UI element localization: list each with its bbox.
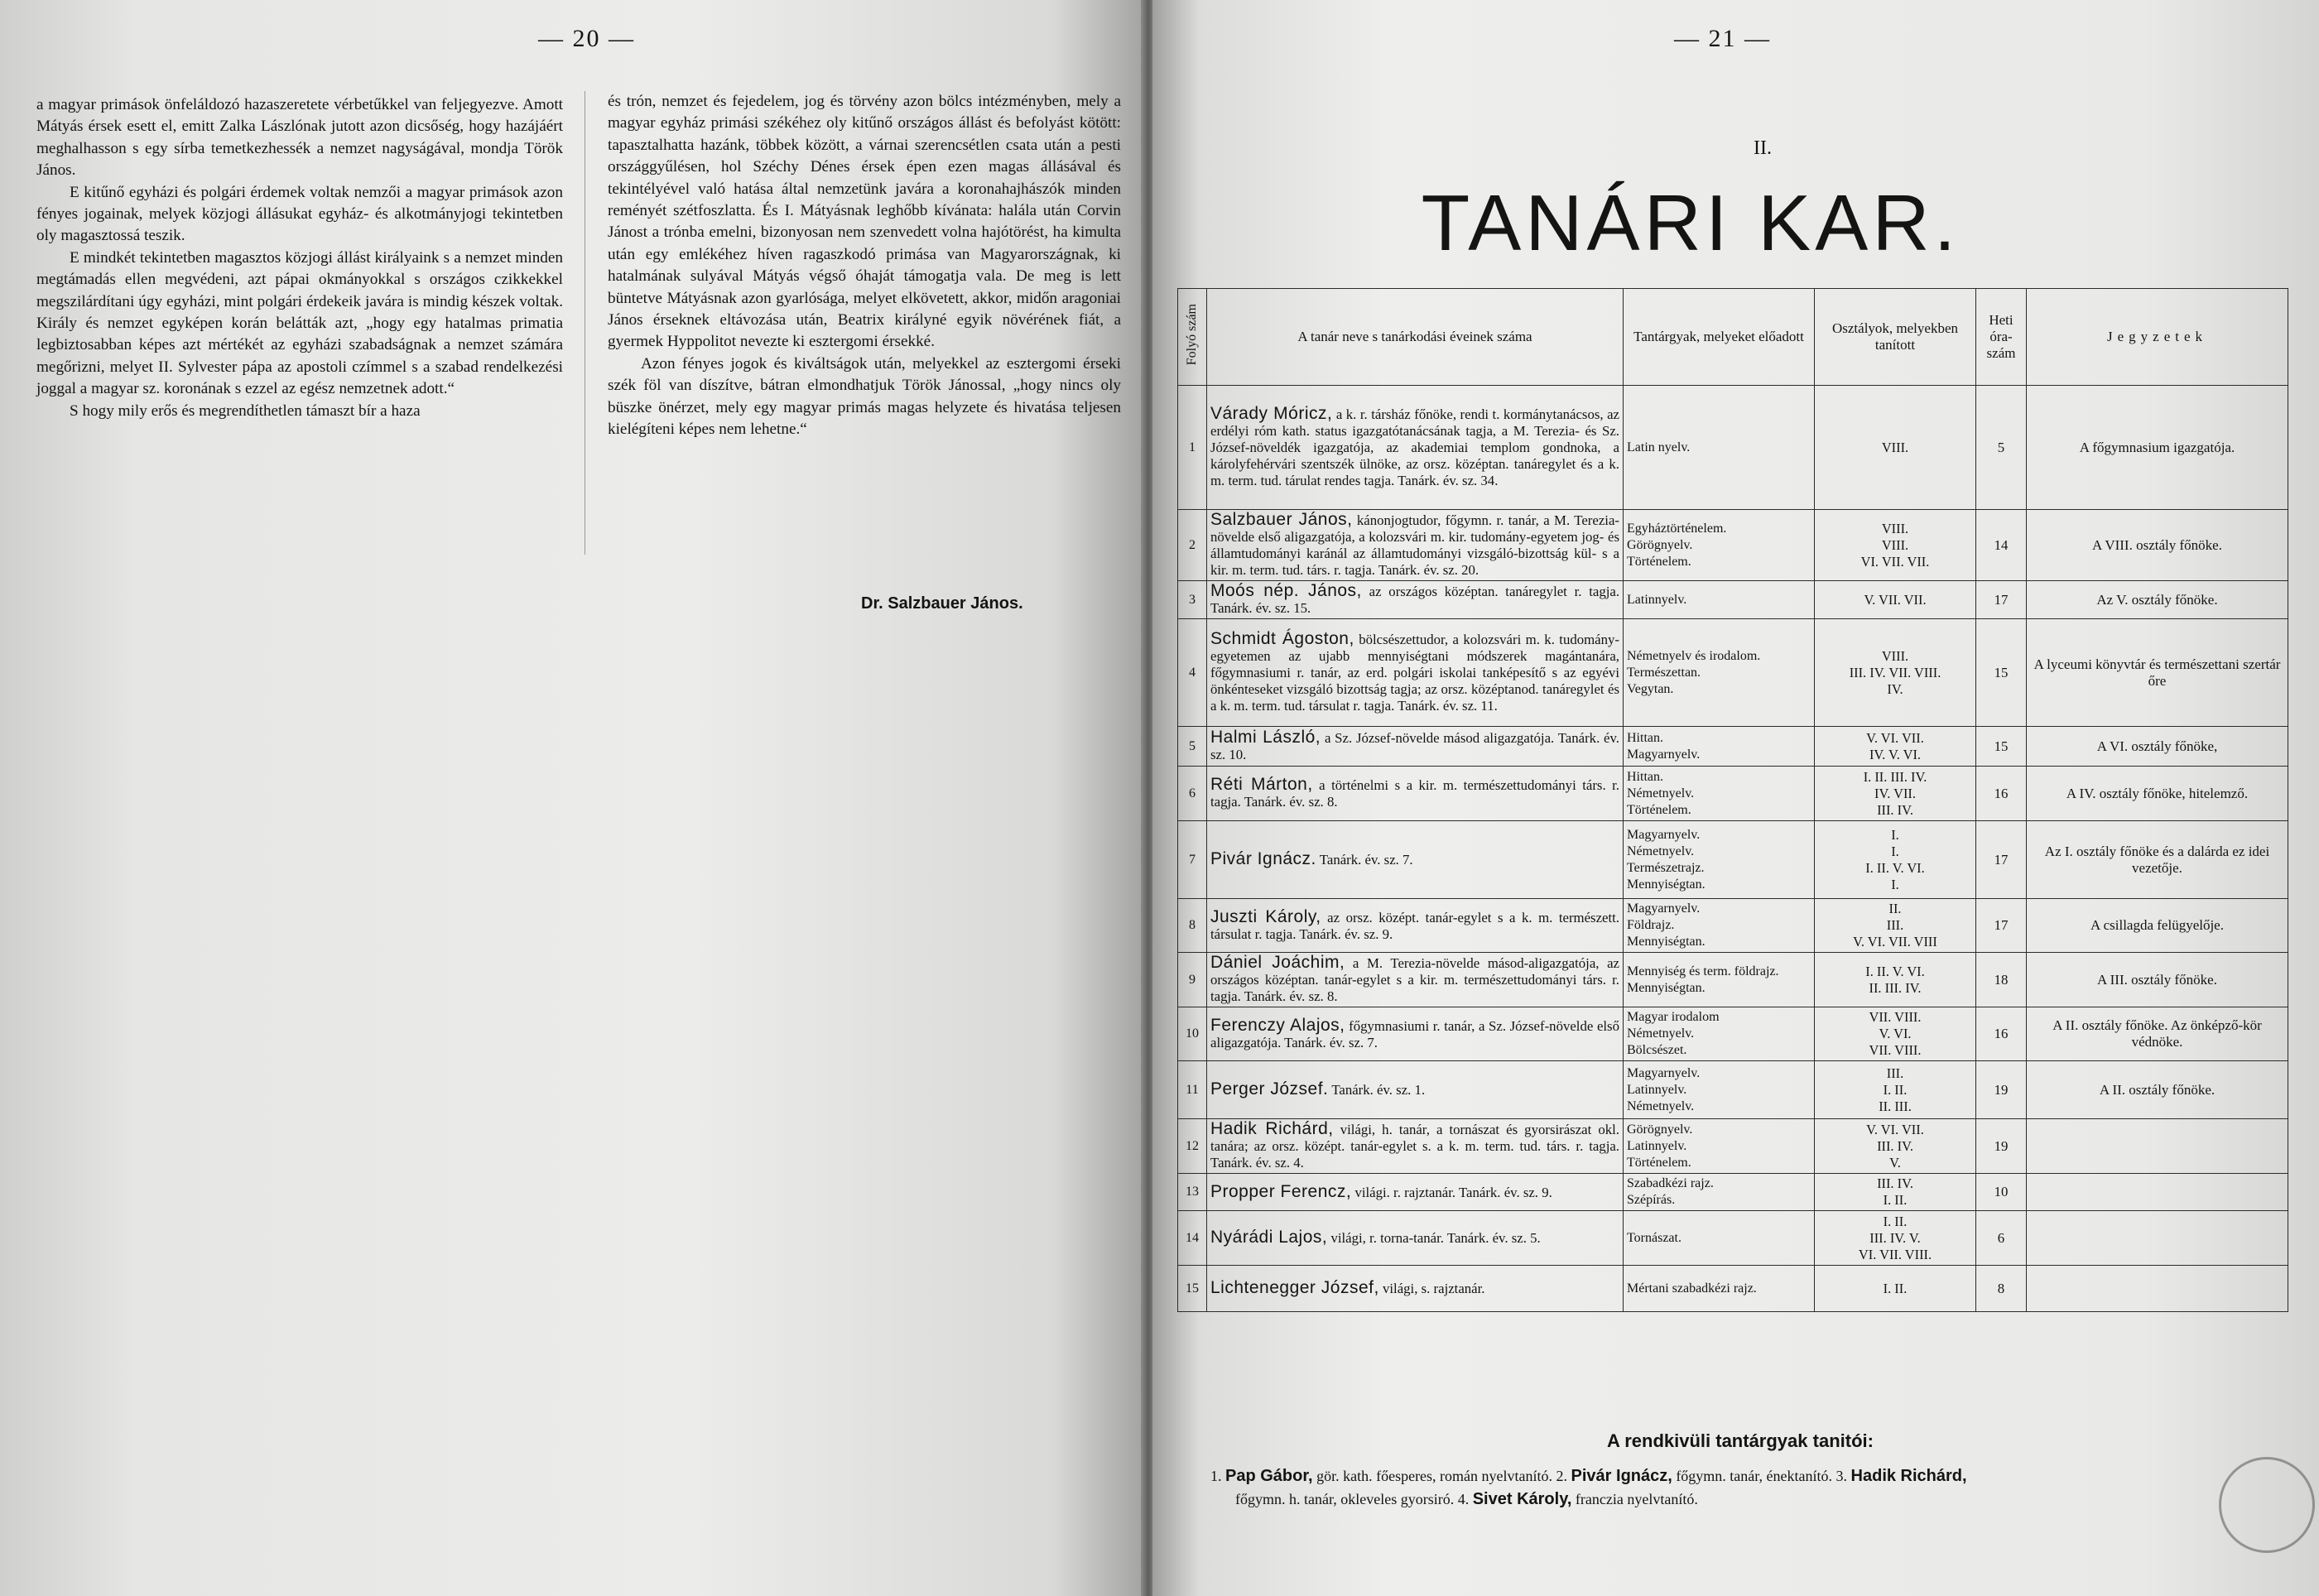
class-list: V. VI. VII. VIII (1853, 934, 1937, 949)
teacher-name: Pap Gábor, (1225, 1467, 1313, 1485)
teacher-details: a k. r. társház főnöke, rendi t. kormánytanácsos, az erdélyi róm kath. status igazgatótanácsának tagja, a M. Terezia- és Sz. József-növeldék igazgatója, az akademiai templom gondnoka, a károlyfehérvári szentszék ülnöke, az orsz. középtan. tanáregylet és a k. m. term. tud. tárulat rendes tagja. Tanárk. év. sz. 34. (1210, 406, 1619, 488)
class-list: II. (1888, 901, 1902, 916)
notes-cell: Az V. osztály főnöke. (2027, 581, 2288, 619)
teacher-details: a Sz. József-növelde másod aligazgatója. Tanárk. év. sz. 10. (1210, 730, 1619, 762)
header-subjects: Tantárgyak, melyeket előadott (1624, 289, 1815, 386)
table-row (1178, 1266, 2288, 1312)
teacher-name: Propper Ferencz, (1210, 1181, 1352, 1201)
class-list: IV. VII. (1874, 785, 1916, 801)
class-list: VIII. (1881, 647, 1909, 664)
subject: Mennyiségtan. (1627, 935, 1706, 949)
faculty-table (1177, 288, 2288, 1312)
subjects-cell (1624, 581, 1815, 619)
table-row (1178, 899, 2288, 953)
subject: Németnyelv. (1627, 786, 1695, 800)
extra-teachers-line-2 (1235, 1490, 2303, 1509)
classes-cell (1815, 510, 1976, 581)
subject: Földrajz. (1627, 918, 1675, 932)
teacher-name: Salzbauer János, (1210, 510, 1353, 529)
subjects-cell (1624, 821, 1815, 899)
teacher-name: Hadik Richárd, (1850, 1467, 1967, 1485)
subject: Latinnyelv. (1627, 1082, 1687, 1097)
classes-cell (1815, 953, 1976, 1007)
teacher-desc: franczia nyelvtanító. (1575, 1491, 1698, 1507)
subject: Latinnyelv. (1627, 592, 1687, 607)
class-list: V. VI. VII. (1866, 729, 1924, 746)
teacher-name: Ferenczy Alajos, (1210, 1015, 1345, 1035)
subject: Történelem. (1627, 802, 1691, 817)
subject: Németnyelv. (1627, 1098, 1695, 1113)
subject: Németnyelv. (1627, 1026, 1695, 1041)
subjects-cell (1624, 767, 1815, 821)
subject: Mennyiségtan. (1627, 980, 1706, 995)
row-number: 2 (1178, 510, 1207, 581)
notes-cell (2027, 1174, 2288, 1211)
subjects-cell (1624, 1061, 1815, 1119)
class-list: VI. VII. VIII. (1858, 1246, 1932, 1262)
teacher-details: az országos középtan. tanáregylet r. tagja. Tanárk. év. sz. 15. (1210, 584, 1620, 616)
list-item-number: 3. (1835, 1468, 1848, 1484)
subject: Hittan. (1627, 730, 1663, 745)
list-item-number: 1. (1210, 1468, 1222, 1484)
subject: Bölcsészet. (1627, 1043, 1687, 1057)
subjects-cell (1624, 1119, 1815, 1174)
subject: Szépírás. (1627, 1193, 1676, 1207)
classes-cell (1815, 581, 1976, 619)
class-list: III. IV. V. (1869, 1229, 1921, 1246)
notes-cell: A csillagda felügyelője. (2027, 899, 2288, 953)
subject: Németnyelv és irodalom. (1627, 648, 1761, 663)
teacher-cell (1207, 899, 1624, 953)
notes-cell (2027, 1119, 2288, 1174)
teacher-cell (1207, 953, 1624, 1007)
extra-subjects-title: A rendkivüli tantárgyak tanitói: (1607, 1430, 1874, 1451)
paragraph: és trón, nemzet és fejedelem, jog és törvény azon bölcs intézményben, mely a magyar egyház primási székéhez oly kitűnő országos állást és befolyást kötött: tapasztalhatta hazánk, többek között, a várnai szerencsétlen csata után a pesti országgyűlésen, hol Széchy Dénes érsek épen ezen magas állásával és tekintélyével való hatása által nemzetünk javára a koronahajhászók minden reményét szétfoszlatta. És I. Mátyásnak leghőbb kívánata: halála után Corvin Jánost a trónba emelni, bizonyosan nem szenvedett volna hajótörést, ha kimulta után egy emlékéhez híven ragaszkodó primása van Magyarországnak, ki hatalmának sulyával Mátyás végső óhaját támogatja vala. De meg is lett büntetve Mátyásnak azon gyarlósága, melyet elkövetett, akkor, midőn aragoniai János érseknek eltávozása után, Beatrix királyné egyik növérének fiát, a gyermek Hyppolitot nevezte ki esztergomi érsekké. (608, 93, 1121, 351)
weekly-hours: 16 (1976, 1007, 2027, 1061)
teacher-cell (1207, 386, 1624, 510)
weekly-hours: 19 (1976, 1061, 2027, 1119)
teacher-name: Várady Móricz, (1210, 404, 1333, 423)
row-number: 8 (1178, 899, 1207, 953)
class-list: VIII. (1881, 520, 1909, 536)
page-number-left: — 20 — (538, 25, 635, 52)
subject: Görögnyelv. (1627, 1122, 1693, 1137)
table-row (1178, 1007, 2288, 1061)
teacher-cell (1207, 1174, 1624, 1211)
row-number: 13 (1178, 1174, 1207, 1211)
subjects-cell (1624, 510, 1815, 581)
teacher-cell (1207, 727, 1624, 767)
row-number: 10 (1178, 1007, 1207, 1061)
teacher-details: világi. r. rajztanár. Tanárk. év. sz. 9. (1354, 1184, 1552, 1200)
table-header-row (1178, 289, 2288, 386)
page-number-right: — 21 — (1674, 25, 1771, 52)
teacher-cell (1207, 821, 1624, 899)
subject: Latin nyelv. (1627, 440, 1691, 454)
subjects-cell (1624, 953, 1815, 1007)
row-number: 4 (1178, 619, 1207, 727)
section-number: II. (1754, 137, 1772, 159)
subject: Magyarnyelv. (1627, 747, 1701, 762)
table-row (1178, 581, 2288, 619)
classes-cell (1815, 821, 1976, 899)
class-list: VI. VII. VII. (1860, 553, 1930, 570)
notes-cell: A II. osztály főnöke. Az önképző-kör védnöke. (2027, 1007, 2288, 1061)
paragraph: E kitűnő egyházi és polgári érdemek voltak nemzői a magyar primások azon fényes jogainak, melyek közjogi állásukat egyház- és alkotmányjogi tekintetben oly magasztossá teszik. (36, 183, 563, 245)
weekly-hours: 5 (1976, 386, 2027, 510)
header-hours: Heti óra-szám (1976, 289, 2027, 386)
weekly-hours: 16 (1976, 767, 2027, 821)
class-list: I. (1891, 843, 1899, 859)
subject: Mennyiség és term. földrajz. (1627, 964, 1779, 978)
class-list: V. (1889, 1154, 1901, 1171)
row-number: 14 (1178, 1211, 1207, 1266)
teacher-cell (1207, 510, 1624, 581)
subject: Mennyiségtan. (1627, 877, 1706, 892)
subject: Mértani szabadkézi rajz. (1627, 1281, 1757, 1296)
teacher-details: Tanárk. év. sz. 1. (1331, 1082, 1426, 1098)
notes-cell: A II. osztály főnöke. (2027, 1061, 2288, 1119)
row-number: 1 (1178, 386, 1207, 510)
text-column-1 (36, 94, 563, 422)
header-classes: Osztályok, melyekben tanított (1815, 289, 1976, 386)
table-row (1178, 1119, 2288, 1174)
author-signature: Dr. Salzbauer János. (861, 594, 1023, 613)
row-number: 5 (1178, 727, 1207, 767)
class-list: II. III. IV. (1869, 979, 1922, 996)
row-number: 9 (1178, 953, 1207, 1007)
extra-teachers-line-1 (1210, 1467, 2278, 1486)
teacher-name: Halmi László, (1210, 728, 1321, 747)
teacher-details: a M. Terezia-növelde másod-aligazgatója, az országos középtan. tanár-egylet s a kir. m. természettudományi társ. r. tagja. Tanárk. év. sz. 8. (1210, 955, 1619, 1004)
library-stamp (2219, 1457, 2315, 1553)
class-list: V. VI. (1879, 1026, 1912, 1041)
weekly-hours: 19 (1976, 1119, 2027, 1174)
classes-cell (1815, 1174, 1976, 1211)
notes-cell: A lyceumi könyvtár és természettani szertár őre (2027, 619, 2288, 727)
subject: Természettan. (1627, 665, 1701, 680)
table-row (1178, 619, 2288, 727)
teacher-details: Tanárk. év. sz. 7. (1319, 852, 1413, 868)
classes-cell (1815, 1061, 1976, 1119)
weekly-hours: 8 (1976, 1266, 2027, 1312)
teacher-details: világi, s. rajztanár. (1383, 1281, 1485, 1296)
table-row (1178, 821, 2288, 899)
teacher-details: kánonjogtudor, főgymn. r. tanár, a M. Terezia-növelde első aligazgatója, a kolozsvári m. kir. tudomány-egyetem jog- és államtudományi karánál az államtudományi vizsgáló-bizottság kül- s a kir. m. term. tud. társ. r. tagja. Tanárk. év. sz. 20. (1210, 512, 1619, 578)
teacher-name: Hadik Richárd, (1210, 1119, 1334, 1138)
table-row (1178, 767, 2288, 821)
row-number: 7 (1178, 821, 1207, 899)
notes-cell: A IV. osztály főnöke, hitelemző. (2027, 767, 2288, 821)
notes-cell: A főgymnasium igazgatója. (2027, 386, 2288, 510)
weekly-hours: 14 (1976, 510, 2027, 581)
table-row (1178, 727, 2288, 767)
row-number: 3 (1178, 581, 1207, 619)
teacher-desc: főgymn. h. tanár, okleveles gyorsiró. (1235, 1491, 1455, 1507)
list-item-number: 2. (1556, 1468, 1568, 1484)
subject: Görögnyelv. (1627, 537, 1693, 552)
class-list: VII. VIII. (1869, 1042, 1922, 1058)
weekly-hours: 18 (1976, 953, 2027, 1007)
teacher-cell (1207, 1266, 1624, 1312)
class-list: V. VII. VII. (1864, 591, 1927, 608)
subjects-cell (1624, 1266, 1815, 1312)
weekly-hours: 17 (1976, 581, 2027, 619)
class-list: I. II. (1883, 1192, 1908, 1208)
row-number: 12 (1178, 1119, 1207, 1174)
teacher-details: világi, r. torna-tanár. Tanárk. év. sz. 5. (1330, 1230, 1541, 1246)
teacher-cell (1207, 1061, 1624, 1119)
subjects-cell (1624, 386, 1815, 510)
subject: Magyarnyelv. (1627, 1065, 1701, 1080)
classes-cell (1815, 1007, 1976, 1061)
subject: Szabadkézi rajz. (1627, 1176, 1714, 1190)
teacher-details: világi, h. tanár, a tornászat és gyorsirászat okl. tanára; az orsz. középt. tanár-egylet s. a k. m. term. tud. társ. r. tagja. Tanárk. év. sz. 4. (1210, 1122, 1619, 1171)
row-number: 11 (1178, 1061, 1207, 1119)
table-row (1178, 1174, 2288, 1211)
teacher-cell (1207, 581, 1624, 619)
classes-cell (1815, 1211, 1976, 1266)
teacher-name: Nyárádi Lajos, (1210, 1228, 1328, 1247)
class-list: I. II. (1883, 1213, 1908, 1229)
teacher-desc: gör. kath. főesperes, román nyelvtanító. (1316, 1468, 1553, 1484)
header-notes: Jegyzetek (2027, 289, 2288, 386)
class-list: III. IV. (1877, 801, 1913, 818)
class-list: I. II. III. IV. (1863, 768, 1927, 785)
list-item-number: 4. (1457, 1491, 1470, 1507)
subjects-cell (1624, 899, 1815, 953)
classes-cell (1815, 767, 1976, 821)
notes-cell: Az I. osztály főnöke és a dalárda ez idei vezetője. (2027, 821, 2288, 899)
subject: Tornászat. (1627, 1230, 1682, 1245)
paragraph: Azon fényes jogok és kiváltságok után, melyekkel az esztergomi érseki szék föl van díszítve, bátran elmondhatjuk Török Jánossal, „hogy nincs oly büszke önérzet, mely egy magyar primás magas helyzete és hivatása teljesen kielégíteni képes nem lehetne.“ (608, 354, 1121, 439)
table-row (1178, 953, 2288, 1007)
subject: Egyháztörténelem. (1627, 521, 1727, 536)
paragraph: S hogy mily erős és megrendíthetlen támaszt bír a haza (70, 401, 421, 420)
class-list: VIII. (1881, 439, 1909, 455)
classes-cell (1815, 727, 1976, 767)
weekly-hours: 6 (1976, 1211, 2027, 1266)
right-page (1152, 0, 2319, 1596)
subject: Történelem. (1627, 1155, 1691, 1170)
teacher-name: Schmidt Ágoston, (1210, 629, 1354, 648)
weekly-hours: 17 (1976, 821, 2027, 899)
subjects-cell (1624, 1174, 1815, 1211)
teacher-cell (1207, 1007, 1624, 1061)
class-list: I. (1891, 876, 1899, 892)
teacher-details: főgymnasiumi r. tanár, a Sz. József-növelde első aligazgatója. Tanárk. év. sz. 7. (1210, 1017, 1619, 1050)
teacher-name: Pivár Ignácz. (1210, 849, 1316, 868)
teacher-cell (1207, 767, 1624, 821)
subject: Magyarnyelv. (1627, 901, 1701, 916)
notes-cell: A VI. osztály főnöke, (2027, 727, 2288, 767)
header-number: Folyó szám (1178, 289, 1207, 386)
class-list: V. VI. VII. (1866, 1121, 1924, 1137)
subject: Magyar irodalom (1627, 1010, 1720, 1024)
weekly-hours: 17 (1976, 899, 2027, 953)
subject: Latinnyelv. (1627, 1138, 1687, 1153)
class-list: I. II. V. VI. (1865, 963, 1925, 979)
subject: Vegytan. (1627, 681, 1674, 696)
classes-cell (1815, 386, 1976, 510)
notes-cell (2027, 1266, 2288, 1312)
subject: Történelem. (1627, 554, 1691, 569)
class-list: II. III. (1879, 1098, 1912, 1114)
class-list: I. II. (1883, 1280, 1908, 1296)
teacher-details: a történelmi s a kir. m. természettudományi társ. r. tagja. Tanárk. év. sz. 8. (1210, 777, 1620, 810)
class-list: I. (1891, 826, 1899, 843)
class-list: III. (1886, 917, 1904, 933)
subject: Németnyelv. (1627, 844, 1695, 858)
teacher-name: Lichtenegger József, (1210, 1278, 1379, 1297)
teacher-details: az orsz. középt. tanár-egylet s a k. m. természett. társulat r. tagja. Tanárk. év. sz. 9. (1210, 909, 1619, 942)
table-row (1178, 1061, 2288, 1119)
subject: Hittan. (1627, 769, 1663, 784)
notes-cell: A III. osztály főnöke. (2027, 953, 2288, 1007)
header-teacher: A tanár neve s tanárkodási éveinek száma (1207, 289, 1624, 386)
class-list: IV. (1887, 680, 1903, 697)
weekly-hours: 15 (1976, 727, 2027, 767)
class-list: I. II. (1883, 1081, 1908, 1098)
row-number: 15 (1178, 1266, 1207, 1312)
class-list: III. (1886, 1065, 1904, 1081)
teacher-cell (1207, 619, 1624, 727)
teacher-name: Pivár Ignácz, (1571, 1467, 1672, 1485)
weekly-hours: 15 (1976, 619, 2027, 727)
class-list: III. IV. (1877, 1175, 1913, 1191)
subjects-cell (1624, 1007, 1815, 1061)
subjects-cell (1624, 619, 1815, 727)
teacher-details: bölcsészettudor, a kolozsvári m. k. tudomány-egyetemen az ujabb mennyiségtani módszerek magántanára, főgymnasiumi r. tanár, az erd. polgári iskolai tanképesítő s az egyévi önkénteseket vizsgáló bizottság tagja; az orsz. középtanod. tanáregylet és a k. m. term. tud. társulat r. tagja. Tanárk. év. sz. 11. (1210, 632, 1619, 714)
teacher-cell (1207, 1211, 1624, 1266)
paragraph: a magyar primások önfeláldozó hazaszeretete vérbetűkkel van feljegyezve. Amott Mátyás érsek esett el, emitt Zalka Lászlónak jutott azon dicsőség, hogy hazájáért meghalhasson s egy sírba temetkezhessék a nemzet nagyságával, mondja Török János. (36, 96, 563, 180)
teacher-name: Moós nép. János, (1210, 581, 1362, 600)
page-title: TANÁRI KAR. (1421, 179, 1961, 267)
teacher-name: Réti Márton, (1210, 775, 1313, 794)
teacher-name: Dániel Joáchim, (1210, 953, 1345, 972)
classes-cell (1815, 899, 1976, 953)
table-row (1178, 510, 2288, 581)
table-row (1178, 386, 2288, 510)
class-list: III. IV. VII. VIII. (1849, 664, 1941, 680)
row-number: 6 (1178, 767, 1207, 821)
paragraph: E mindkét tekintetben magasztos közjogi állást királyaink s a nemzet minden megtámadás ellen megvédeni, azt pápai okmányokkal s országos czikkekkel megszilárdítani úgy egyházi, mint polgári érdekeik javára is mindig készek voltak. Király és nemzet egyképen korán belátták azt, „hogy egy hatalmas primatia legbiztosabban képes azt mértékét az egyházi szabadságnak a nemzet számára megőrizni, melyet II. Sylvester pápa az apostoli czímmel s a szabad rendelkezési joggal a magyar sz. koronának s ezzel az egész nemzetnek adott.“ (36, 248, 563, 398)
teacher-name: Juszti Károly, (1210, 906, 1321, 926)
teacher-cell (1207, 1119, 1624, 1174)
weekly-hours: 10 (1976, 1174, 2027, 1211)
teacher-desc: főgymn. tanár, énektanító. (1676, 1468, 1833, 1484)
class-list: III. IV. (1877, 1137, 1913, 1154)
subject: Magyarnyelv. (1627, 827, 1701, 842)
notes-cell (2027, 1211, 2288, 1266)
classes-cell (1815, 619, 1976, 727)
class-list: I. II. V. VI. (1865, 859, 1925, 876)
teacher-name: Perger József. (1210, 1079, 1329, 1098)
subjects-cell (1624, 727, 1815, 767)
faculty-table-body (1178, 386, 2288, 1312)
class-list: VII. VIII. (1869, 1009, 1922, 1025)
class-list: IV. V. VI. (1869, 746, 1922, 762)
classes-cell (1815, 1119, 1976, 1174)
table-row (1178, 1211, 2288, 1266)
classes-cell (1815, 1266, 1976, 1312)
text-column-2 (608, 91, 1121, 441)
left-page (0, 0, 1144, 1596)
class-list: VIII. (1881, 536, 1909, 553)
subjects-cell (1624, 1211, 1815, 1266)
subject: Természetrajz. (1627, 860, 1705, 875)
teacher-name: Sivet Károly, (1472, 1490, 1572, 1508)
notes-cell: A VIII. osztály főnöke. (2027, 510, 2288, 581)
